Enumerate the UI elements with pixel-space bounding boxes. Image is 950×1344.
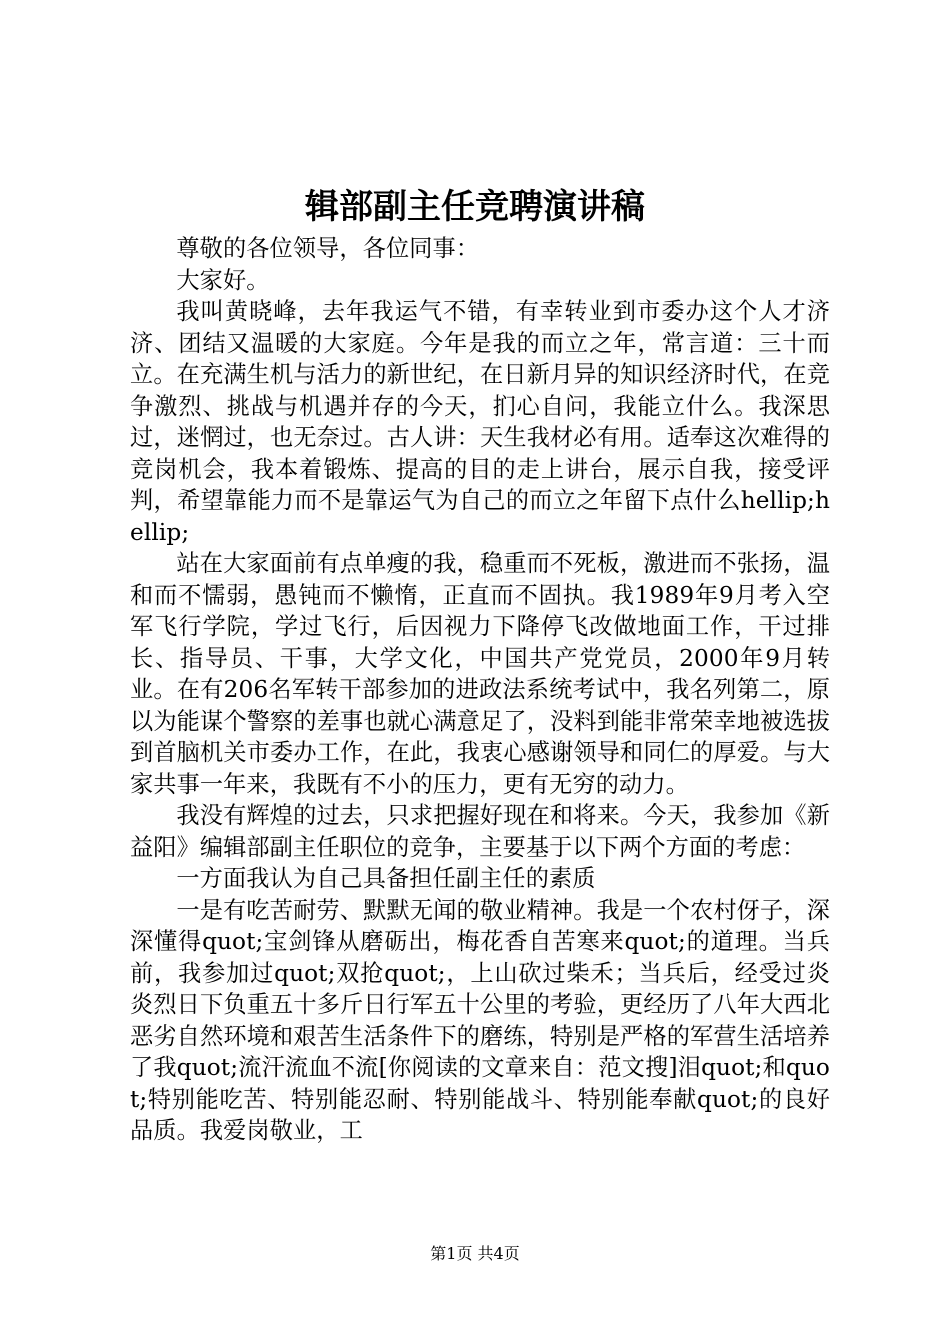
document-body: [130, 233, 830, 1147]
greeting: 大家好。: [176, 266, 270, 294]
section-heading: 一方面我认为自己具备担任副主任的素质: [176, 865, 596, 892]
paragraph-introduction: 我叫黄晓峰，去年我运气不错，有幸转业到市委办这个人才济济、团结又温暖的大家庭。今年是我的而立之年，常言道：三十而立。在充满生机与活力的新世纪，在日新月异的知识经济时代，在竞争激烈、挑战与机遇并存的今天，扪心自问，我能立什么。我深思过，迷惘过，也无奈过。古人讲：天生我材必有用。适奉这次难得的竞岗机会，我本着锻炼、提高的目的走上讲台，展示自我，接受评判，希望靠能力而不是靠运气为自己的而立之年留下点什么hellip;hellip;: [130, 298, 830, 546]
salutation: 尊敬的各位领导，各位同事：: [176, 235, 480, 262]
paragraph-background: 站在大家面前有点单瘦的我，稳重而不死板，激进而不张扬，温和而不懦弱，愚钝而不懒惰，正直而不固执。我1989年9月考入空军飞行学院，学过飞行，后因视力下降停飞改做地面工作，干过排长、指导员、干事，大学文化，中国共产党党员，2000年9月转业。在有206名军转干部参加的进政法系统考试中，我名列第二，原以为能谋个警察的差事也就心满意足了，没料到能非常荣幸地被选拔到首脑机关市委办工作，在此，我衷心感谢领导和同仁的厚爱。与大家共事一年来，我既有不小的压力，更有无穷的动力。: [130, 550, 830, 798]
document-title: 辑部副主任竞聘演讲稿: [305, 187, 645, 227]
paragraph-motivation: 我没有辉煌的过去，只求把握好现在和将来。今天，我参加《新益阳》编辑部副主任职位的竞争，主要基于以下两个方面的考虑：: [130, 802, 830, 861]
paragraph-point-one: 一是有吃苦耐劳、默默无闻的敬业精神。我是一个农村伢子，深深懂得quot;宝剑锋从磨砺出，梅花香自苦寒来quot;的道理。当兵前，我参加过quot;双抢quot;，上山砍过柴禾；当兵后，经受过炎炎烈日下负重五十多斤日行军五十公里的考验，更经历了八年大西北恶劣自然环境和艰苦生活条件下的磨练，特别是严格的军营生活培养了我quot;流汗流血不流[你阅读的文章来自：范文搜]泪quot;和quot;特别能吃苦、特别能忍耐、特别能战斗、特别能奉献quot;的良好品质。我爱岗敬业，工: [130, 896, 830, 1144]
page-number-footer: 第1页 共4页: [430, 1244, 520, 1263]
